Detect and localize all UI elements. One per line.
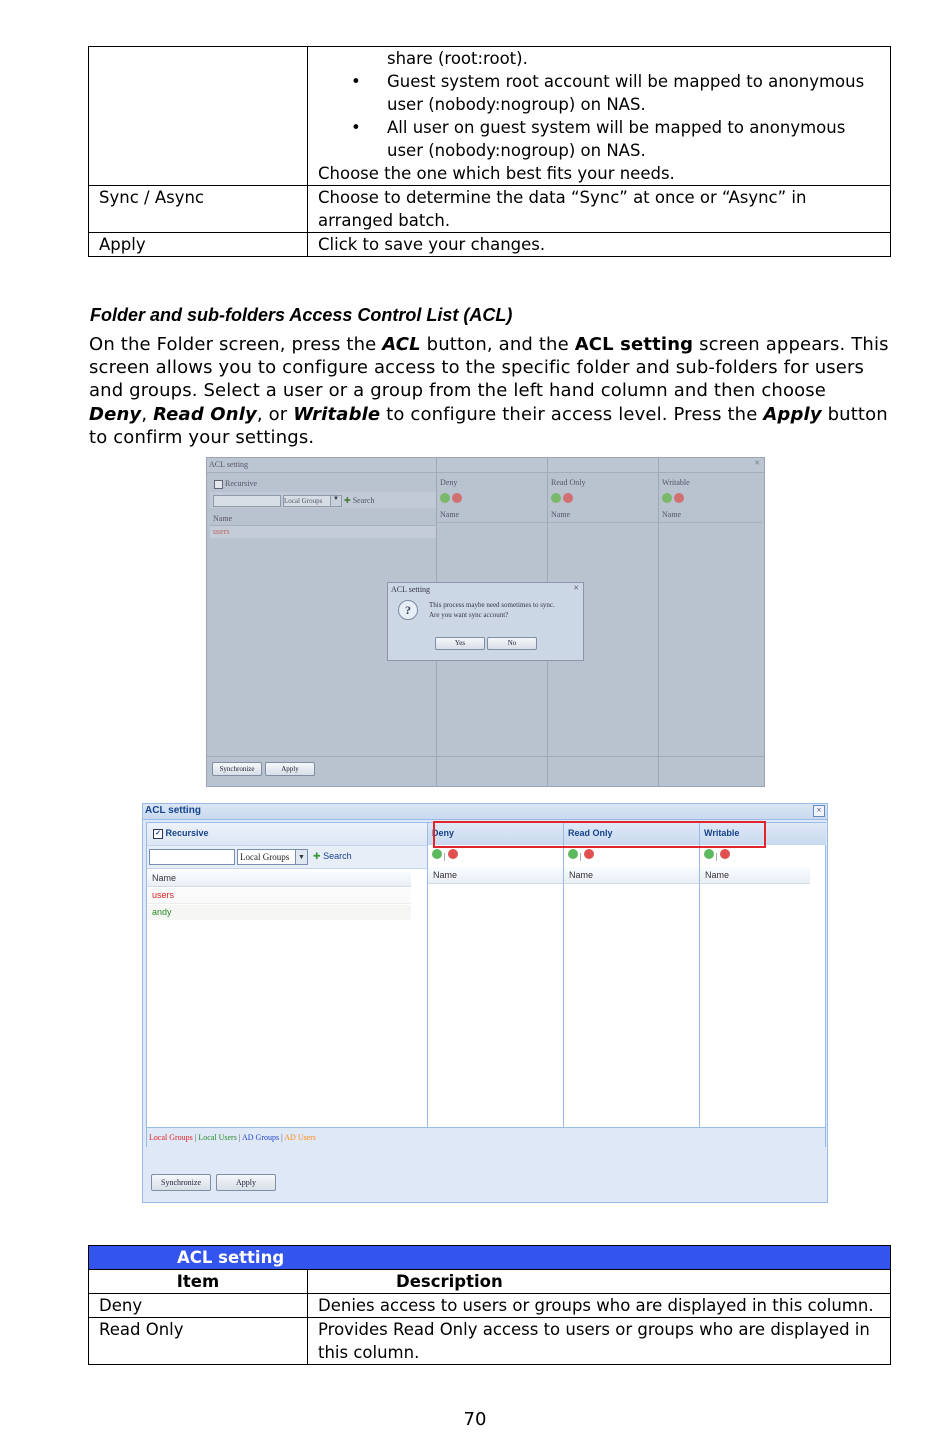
list-item: • All user on guest system will be mapped to anonymous user (nobody:nogroup) on NAS. <box>387 116 880 162</box>
readonly-emphasis: Read Only <box>153 403 257 425</box>
synchronize-button[interactable]: Synchronize <box>151 1174 211 1191</box>
search-input[interactable] <box>149 849 235 865</box>
apply-button[interactable]: Apply <box>216 1174 276 1191</box>
filter-ad-users[interactable]: AD Users <box>284 1133 317 1142</box>
acl-setting-table <box>88 1245 891 1365</box>
chevron-down-icon[interactable]: ▼ <box>330 495 342 507</box>
list-item: • Guest system root account will be mapped to anonymous user (nobody:nogroup) on NAS. <box>387 70 880 116</box>
remove-icon[interactable] <box>563 493 573 503</box>
deny-emphasis: Deny <box>89 403 142 425</box>
apply-emphasis: Apply <box>763 403 822 425</box>
filter-ad-groups[interactable]: AD Groups <box>241 1133 280 1142</box>
acl-panel <box>146 822 826 1147</box>
add-icon[interactable] <box>432 849 442 859</box>
search-button[interactable]: ✚ Search <box>313 851 352 861</box>
desc-cell: Choose to determine the data “Sync” at once or “Async” in arranged batch. <box>308 186 891 233</box>
table-row <box>89 186 891 233</box>
acl-emphasis: ACL <box>382 334 421 355</box>
table-row <box>89 47 891 186</box>
closing-line: Choose the one which best fits your needs. <box>318 164 675 183</box>
writable-header: Writable <box>662 478 690 487</box>
page-number: 70 <box>463 1409 487 1430</box>
add-icon[interactable] <box>440 493 450 503</box>
table-row <box>89 1318 891 1365</box>
add-icon[interactable] <box>662 493 672 503</box>
remove-icon[interactable] <box>674 493 684 503</box>
header-description: Description <box>308 1270 891 1294</box>
add-icon[interactable] <box>568 849 578 859</box>
filter-bar: Local Groups | Local Users | AD Groups | AD Users <box>147 1127 825 1147</box>
chevron-down-icon[interactable]: ▼ <box>295 849 308 865</box>
table-title: ACL setting <box>89 1246 891 1270</box>
recursive-checkbox[interactable]: ✓ Recursive <box>153 828 209 839</box>
dialog-title: ACL setting <box>391 585 431 594</box>
table-header-row <box>89 1270 891 1294</box>
bullet-list <box>318 70 880 162</box>
settings-table <box>88 46 891 257</box>
writable-emphasis: Writable <box>293 403 381 425</box>
synchronize-button[interactable]: Synchronize <box>212 762 262 776</box>
section-heading: Folder and sub-folders Access Control List (ACL) <box>90 305 513 325</box>
question-icon: ? <box>398 600 418 620</box>
item-cell: Sync / Async <box>89 186 308 233</box>
acl-screenshot-main <box>142 803 828 1203</box>
readonly-column: Read Only Name <box>547 458 658 786</box>
item-cell: Read Only <box>89 1318 308 1365</box>
name-header: Name <box>147 871 411 887</box>
item-cell: Deny <box>89 1294 308 1318</box>
intro-line: share (root:root). <box>387 49 528 68</box>
add-icon[interactable] <box>704 849 714 859</box>
readonly-header: Read Only <box>568 828 613 838</box>
readonly-column: Read Only | Name <box>563 823 699 1146</box>
section-paragraph: On the Folder screen, press the ACL button, and the ACL setting screen appears. This screen allows you to configure access to the specific folder and sub-folders for users and groups. Select a user or a group from the left hand column and then choose Deny, Read Only, or Writable to configure their access level. Press the Apply button to confirm your settings. <box>89 334 889 448</box>
acl-setting-emphasis: ACL setting <box>574 334 694 355</box>
table-row <box>89 1294 891 1318</box>
item-cell: Apply <box>89 233 308 257</box>
apply-button[interactable]: Apply <box>265 762 315 776</box>
deny-column: Deny Name <box>436 458 547 786</box>
search-button[interactable]: ✚ Search <box>344 496 375 505</box>
groups-select[interactable]: Local Groups <box>283 495 331 507</box>
header-item: Item <box>89 1270 308 1294</box>
yes-button[interactable]: Yes <box>435 637 485 650</box>
filter-local-users[interactable]: Local Users <box>198 1133 237 1142</box>
no-button[interactable]: No <box>487 637 537 650</box>
writable-column: Writable Name <box>658 458 762 786</box>
deny-column: Deny | Name <box>427 823 563 1146</box>
checkbox-icon <box>214 480 223 489</box>
highlight-box <box>433 821 766 848</box>
writable-column: Writable | Name <box>699 823 826 1146</box>
close-icon[interactable]: × <box>573 583 579 594</box>
left-pane <box>147 823 427 1146</box>
window-title: ACL setting <box>145 805 201 816</box>
add-icon[interactable] <box>551 493 561 503</box>
close-icon[interactable]: × <box>754 458 760 469</box>
checkbox-icon: ✓ <box>153 829 163 839</box>
search-icon: ✚ <box>313 851 321 861</box>
name-header: Name <box>210 512 436 526</box>
table-row <box>89 233 891 257</box>
remove-icon[interactable] <box>584 849 594 859</box>
list-item[interactable]: andy <box>147 905 411 920</box>
remove-icon[interactable] <box>452 493 462 503</box>
table-title-row <box>89 1246 891 1270</box>
acl-screenshot-dialog <box>206 457 765 787</box>
window-title: ACL setting <box>209 460 249 469</box>
remove-icon[interactable] <box>448 849 458 859</box>
readonly-header: Read Only <box>551 478 586 487</box>
groups-select[interactable]: Local Groups <box>237 849 297 865</box>
list-item[interactable]: users <box>147 888 411 904</box>
filter-local-groups[interactable]: Local Groups <box>149 1133 193 1142</box>
list-item[interactable]: users <box>210 526 436 538</box>
dialog-message: This process maybe need sometimes to sync. <box>429 601 555 609</box>
deny-header: Deny <box>432 828 455 838</box>
desc-cell: Click to save your changes. <box>308 233 891 257</box>
recursive-checkbox[interactable]: Recursive <box>214 479 257 489</box>
deny-header: Deny <box>440 478 458 487</box>
desc-cell: Provides Read Only access to users or groups who are displayed in this column. <box>308 1318 891 1365</box>
sync-dialog <box>387 582 584 661</box>
desc-cell: Denies access to users or groups who are displayed in this column. <box>308 1294 891 1318</box>
dialog-question: Are you want sync account? <box>429 611 509 619</box>
window-titlebar <box>143 804 827 820</box>
search-input[interactable] <box>213 495 281 507</box>
remove-icon[interactable] <box>720 849 730 859</box>
search-icon: ✚ <box>344 496 351 505</box>
writable-header: Writable <box>704 828 740 838</box>
close-icon[interactable]: × <box>813 805 825 817</box>
